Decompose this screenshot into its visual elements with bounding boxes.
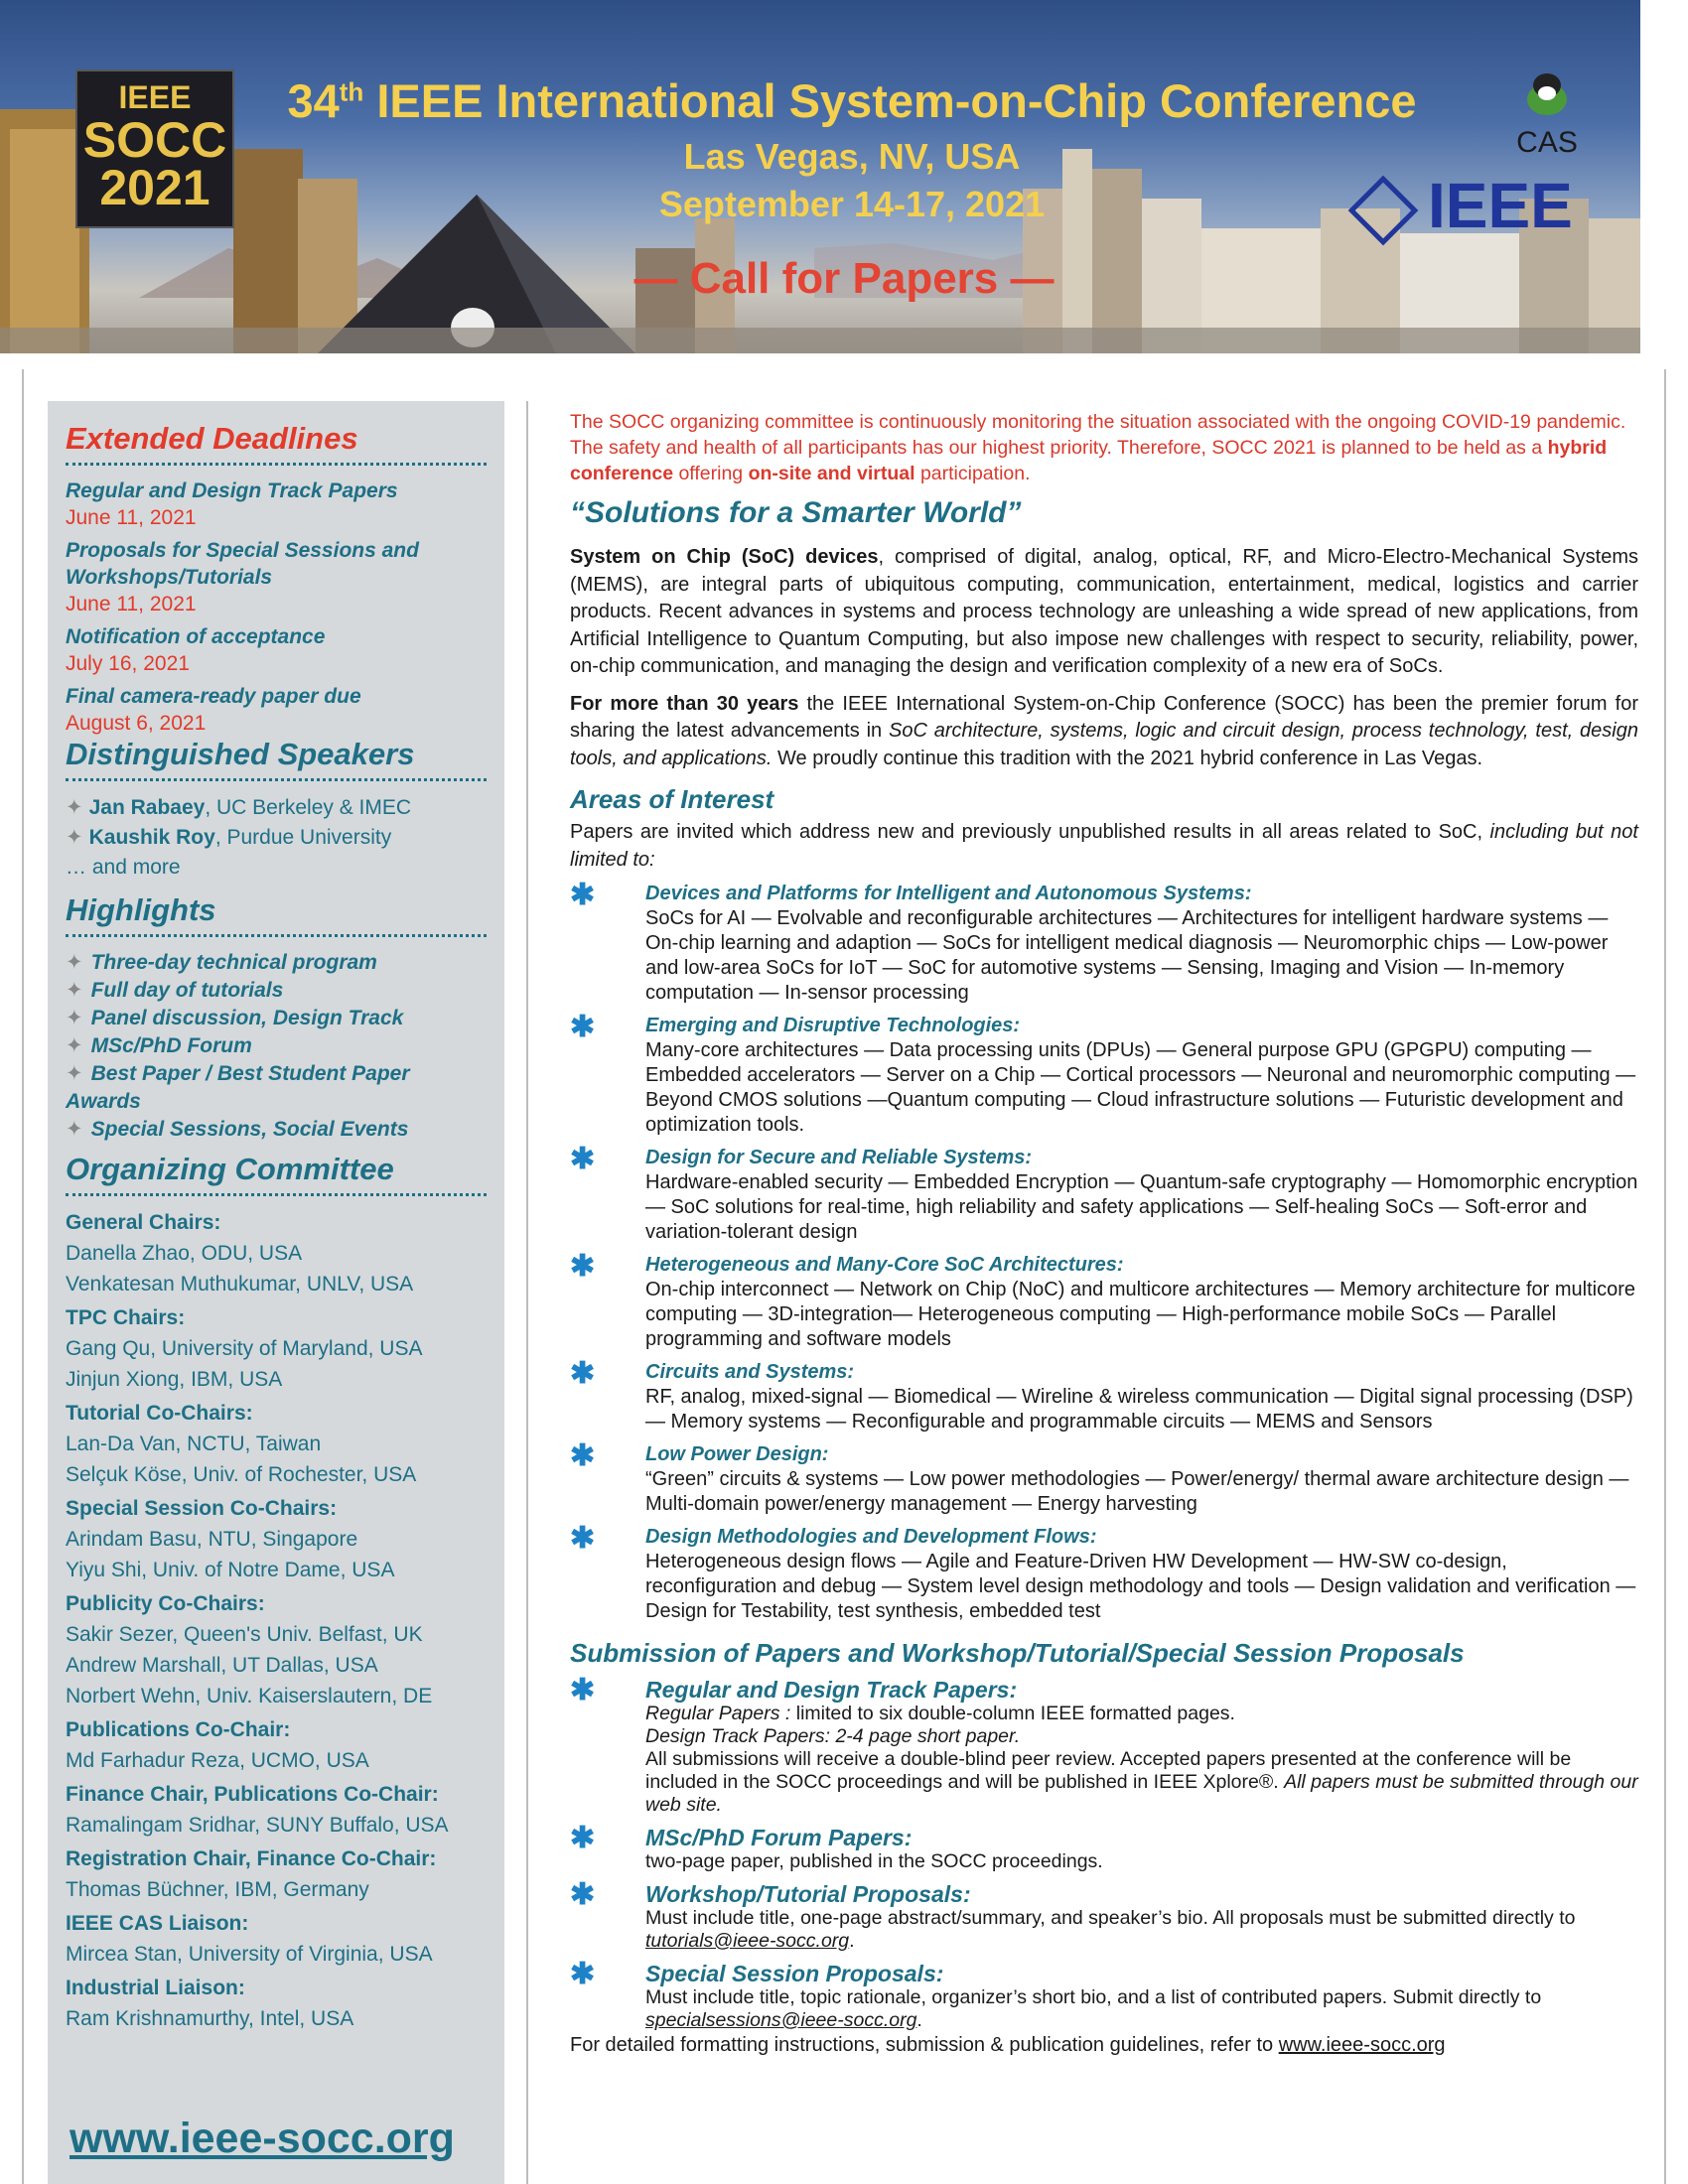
committee-member: Ram Krishnamurthy, Intel, USA — [66, 2007, 354, 2030]
highlight-item — [66, 1060, 487, 1088]
highlight-text: MSc/PhD Forum — [90, 1034, 252, 1057]
area-title: Emerging and Disruptive Technologies: — [645, 1015, 1021, 1036]
committee-member: Ramalingam Sridhar, SUNY Buffalo, USA — [66, 1814, 449, 1837]
highlight-item — [66, 1005, 487, 1032]
intro-text: , comprised of digital, analog, optical, RF, and Micro-Electro-Mechanical Systems (MEMS), are integral parts of ubiquitous computing, communication, entertainment, medical, logistics and carrier products. Recent advances in systems and process technology are unleashing a wide spread of new applications, from Artificial Intelligence to Quantum Computing, but also impose new challenges with respect to security, reliability, power, on-chip communication, and managing the design and verification complexity of a new era of SoCs. — [570, 546, 1638, 677]
committee-member: Mircea Stan, University of Virginia, USA — [66, 1943, 433, 1966]
intro-paragraph — [570, 544, 1638, 681]
conference-title-block — [246, 73, 1458, 225]
logo-socc-text: SOCC — [82, 112, 227, 168]
area-title: Circuits and Systems: — [645, 1361, 855, 1383]
asterisk-bullet-icon: ✱ — [570, 1143, 596, 1175]
committee-role: Publicity Co-Chairs: — [66, 1592, 265, 1615]
area-item — [570, 1011, 1638, 1138]
highlight-item — [66, 977, 487, 1005]
areas-intro-italic: including but not limited to: — [570, 821, 1638, 871]
area-item — [570, 1522, 1638, 1624]
covid-text: The SOCC organizing committee is continuously monitoring the situation associated with the ongoing COVID-19 pandemic. The safety and health of all participants has our highest priority. Therefore, SOCC 2021 is planned to be held as a — [570, 411, 1626, 459]
area-topics: Hardware-enabled security — Embedded Encryption — Quantum-safe cryptography — Homomorphic encryption — SoC solutions for real-time, high reliability and safety applications — Self-healing SoCs — Soft-error and variation-tolerant design — [645, 1171, 1638, 1243]
area-item — [570, 1357, 1638, 1434]
special-sessions-email-link[interactable]: specialsessions@ieee-socc.org — [645, 2009, 917, 2031]
left-frame-line — [22, 369, 24, 2184]
speaker-affiliation: , UC Berkeley & IMEC — [205, 796, 412, 819]
submission-item — [570, 1822, 1638, 1873]
deadline-label: Notification of acceptance — [66, 625, 326, 648]
history-text: We proudly continue this tradition with the 2021 hybrid conference in Las Vegas. — [772, 747, 1483, 769]
committee-member: Arindam Basu, NTU, Singapore — [66, 1528, 358, 1551]
history-topics: SoC architecture, systems, logic and circuit design, process technology, test, design tools, and applications. — [570, 720, 1638, 769]
speaker-affiliation: , Purdue University — [214, 826, 392, 849]
conference-title — [246, 73, 1458, 128]
committee-member: Sakir Sezer, Queen's Univ. Belfast, UK — [66, 1623, 423, 1646]
highlight-text: Special Sessions, Social Events — [90, 1118, 409, 1141]
areas-intro-text: Papers are invited which address new and previously unpublished results in all areas related to SoC, — [570, 821, 1490, 843]
covid-text: offering — [673, 463, 749, 484]
ieee-logo — [1358, 169, 1573, 242]
area-topics: On-chip interconnect — Network on Chip (NoC) and multicore architectures — Memory architecture for multicore computing — 3D-integration— Heterogeneous computing — High-performance mobile SoCs — Parallel programming and software models — [645, 1279, 1636, 1350]
sidebar — [48, 401, 504, 2184]
area-item — [570, 1439, 1638, 1517]
area-title: Design for Secure and Reliable Systems: — [645, 1147, 1033, 1168]
committee-role: Registration Chair, Finance Co-Chair: — [66, 1847, 437, 1870]
committee-heading: Organizing Committee — [66, 1152, 394, 1186]
main-content — [570, 409, 1638, 2059]
committee-role: Finance Chair, Publications Co-Chair: — [66, 1783, 439, 1806]
submission-title-text: Regular and Design Track Papers — [645, 1677, 1010, 1703]
committee-role: TPC Chairs: — [66, 1306, 186, 1329]
submission-text — [645, 1748, 1638, 1817]
deadline-item — [66, 623, 487, 677]
column-divider — [526, 401, 528, 2184]
edition-number: 34 — [287, 74, 340, 127]
highlight-item — [66, 949, 487, 977]
committee-member: Venkatesan Muthukumar, UNLV, USA — [66, 1273, 414, 1296]
cas-logo — [1497, 68, 1597, 160]
speaker-item — [66, 793, 487, 823]
submission-text — [645, 1703, 1638, 1725]
bullet-star-icon: ✦ — [66, 979, 83, 1002]
asterisk-bullet-icon: ✱ — [570, 1439, 596, 1472]
submission-item — [570, 1878, 1638, 1953]
bullet-star-icon: ✦ — [66, 1062, 83, 1085]
area-topics: RF, analog, mixed-signal — Biomedical — Wireline & wireless communication — Digital signal processing (DSP) — Memory systems — Reconfigurable and programmable circuits — MEMS and Sensors — [645, 1386, 1633, 1433]
special-session-text: Must include title, topic rationale, organizer’s short bio, and a list of contributed papers. Submit directly to — [645, 1986, 1542, 2008]
bullet-star-icon: ✦ — [66, 1118, 83, 1141]
divider — [66, 778, 487, 781]
highlights-heading: Highlights — [66, 892, 216, 927]
committee-member: Jinjun Xiong, IBM, USA — [66, 1368, 283, 1391]
covid-notice — [570, 409, 1638, 486]
committee-member: Thomas Büchner, IBM, Germany — [66, 1878, 369, 1901]
area-topics: “Green” circuits & systems — Low power methodologies — Power/energy/ thermal aware architecture design — Multi-domain power/energy management — Energy harvesting — [645, 1468, 1629, 1515]
tutorials-email-link[interactable]: tutorials@ieee-socc.org — [645, 1930, 850, 1952]
committee-member: Yiyu Shi, Univ. of Notre Dame, USA — [66, 1559, 395, 1581]
formatting-note — [570, 2032, 1638, 2059]
speakers-heading: Distinguished Speakers — [66, 737, 415, 771]
conference-name: IEEE International System-on-Chip Conference — [363, 74, 1417, 127]
asterisk-bullet-icon: ✱ — [570, 1674, 596, 1706]
deadline-date: June 11, 2021 — [66, 593, 197, 615]
submission-title: Special Session Proposals: — [645, 1961, 944, 1986]
divider — [66, 1193, 487, 1196]
area-title: Design Methodologies and Development Flows: — [645, 1526, 1097, 1548]
committee-role: Publications Co-Chair: — [66, 1718, 291, 1741]
header-banner — [0, 0, 1640, 353]
committee-role: IEEE CAS Liaison: — [66, 1912, 249, 1935]
deadline-item — [66, 683, 487, 737]
divider — [66, 463, 487, 466]
area-item — [570, 879, 1638, 1006]
submission-text: Must include title, one-page abstract/summary, and speaker’s bio. All proposals must be submitted directly to tutorials@ieee-socc.org. — [645, 1907, 1576, 1952]
edition-suffix: th — [339, 76, 364, 107]
submission-item — [570, 1958, 1638, 2032]
asterisk-bullet-icon: ✱ — [570, 1958, 596, 1990]
bullet-star-icon: ✦ — [66, 1007, 83, 1029]
deadline-label: Proposals for Special Sessions and Workshops/Tutorials — [66, 539, 419, 589]
area-title: Heterogeneous and Many-Core SoC Architectures: — [645, 1254, 1124, 1276]
area-item — [570, 1250, 1638, 1352]
speaker-name: Jan Rabaey — [88, 796, 206, 819]
areas-intro — [570, 819, 1638, 874]
conference-dates: September 14-17, 2021 — [658, 184, 1046, 224]
deadline-label: Final camera-ready paper due — [66, 685, 361, 708]
submission-heading: Submission of Papers and Workshop/Tutorial/Special Session Proposals — [570, 1638, 1465, 1668]
deadlines-heading: Extended Deadlines — [66, 421, 358, 456]
cas-logo-text: CAS — [1516, 126, 1578, 159]
submission-text: two-page paper, published in the SOCC proceedings. — [645, 1850, 1103, 1872]
cas-emblem-icon — [1521, 68, 1573, 119]
logo-ieee-text: IEEE — [118, 79, 192, 115]
highlight-text: Best Paper / Best Student Paper — [90, 1062, 410, 1085]
bullet-star-icon: ✦ — [66, 796, 83, 819]
ieee-diamond-icon — [1348, 176, 1419, 246]
committee-member: Selçuk Köse, Univ. of Rochester, USA — [66, 1463, 417, 1486]
review-text: All submissions will receive a double-blind peer review. Accepted papers presented at the conference will be included in the SOCC proceedings and will be published in IEEE Xplore®. — [645, 1748, 1572, 1793]
regular-papers-label: Regular Papers : — [645, 1703, 791, 1724]
speaker-name: Kaushik Roy — [88, 826, 215, 849]
area-topics: Many-core architectures — Data processing units (DPUs) — General purpose GPU (GPGPU) computing — Embedded accelerators — Server on a Chip — Cortical processors — Neuronal and neuromorphic computing — Beyond CMOS solutions —Quantum computing — Cloud infrastructure solutions — Futuristic development and optimization tools. — [645, 1039, 1636, 1136]
intro-emphasis: System on Chip (SoC) devices — [570, 546, 879, 568]
committee-role: Industrial Liaison: — [66, 1977, 245, 1999]
submission-title: Regular and Design Track Papers: — [645, 1677, 1018, 1703]
committee-member: Danella Zhao, ODU, USA — [66, 1242, 303, 1265]
asterisk-bullet-icon: ✱ — [570, 1011, 596, 1043]
submission-title: Workshop/Tutorial Proposals: — [645, 1881, 971, 1907]
committee-role: Special Session Co-Chairs: — [66, 1497, 338, 1520]
speaker-item — [66, 823, 487, 853]
bullet-star-icon: ✦ — [66, 826, 83, 849]
submission-title-text: Workshop/Tutorial Proposals — [645, 1881, 963, 1907]
committee-member: Gang Qu, University of Maryland, USA — [66, 1337, 423, 1360]
asterisk-bullet-icon: ✱ — [570, 1250, 596, 1283]
deadline-label: Regular and Design Track Papers — [66, 479, 398, 502]
formatting-text: For detailed formatting instructions, submission & publication guidelines, refer to — [570, 2034, 1279, 2056]
highlight-continuation: Awards — [66, 1090, 141, 1113]
bullet-star-icon: ✦ — [66, 951, 83, 974]
bullet-star-icon: ✦ — [66, 1034, 83, 1057]
workshop-text: Must include title, one-page abstract/summary, and speaker’s bio. All proposals must be submitted directly to — [645, 1907, 1576, 1929]
covid-emphasis: on-site and virtual — [748, 463, 915, 484]
deadline-date: July 16, 2021 — [66, 652, 190, 675]
area-title: Devices and Platforms for Intelligent and Autonomous Systems: — [645, 883, 1252, 904]
socc-2021-logo — [75, 69, 234, 228]
speakers-more: … and more — [66, 856, 181, 879]
conference-slogan: “Solutions for a Smarter World” — [570, 496, 1022, 529]
history-text: the IEEE International System-on-Chip Conference (SOCC) has been the premier forum for sharing the latest advancements in — [570, 692, 1638, 742]
deadline-date: August 6, 2021 — [66, 712, 207, 735]
guidelines-link[interactable]: www.ieee-socc.org — [1278, 2034, 1446, 2056]
committee-member: Lan-Da Van, NCTU, Taiwan — [66, 1433, 322, 1455]
committee-member: Md Farhadur Reza, UCMO, USA — [66, 1749, 369, 1772]
submission-title: MSc/PhD Forum Papers: — [645, 1825, 913, 1850]
asterisk-bullet-icon: ✱ — [570, 879, 596, 911]
highlight-text: Three-day technical program — [90, 951, 377, 974]
right-frame-line — [1664, 369, 1666, 2184]
asterisk-bullet-icon: ✱ — [570, 1357, 596, 1390]
regular-papers-text: limited to six double-column IEEE formatted pages. — [790, 1703, 1235, 1724]
highlight-item — [66, 1116, 487, 1144]
submission-title-text: Special Session Proposals — [645, 1961, 936, 1986]
areas-heading: Areas of Interest — [570, 784, 774, 814]
covid-text: participation. — [914, 463, 1031, 484]
highlight-text: Panel discussion, Design Track — [90, 1007, 404, 1029]
design-track-text: Design Track Papers: 2-4 page short paper. — [645, 1725, 1021, 1747]
history-emphasis: For more than 30 years — [570, 692, 799, 715]
history-paragraph — [570, 691, 1638, 773]
committee-member: Norbert Wehn, Univ. Kaiserslautern, DE — [66, 1685, 433, 1707]
highlight-item — [66, 1032, 487, 1060]
committee-role: Tutorial Co-Chairs: — [66, 1402, 253, 1425]
area-topics: SoCs for AI — Evolvable and reconfigurable architectures — Architectures for intelligent hardware systems — On-chip learning and adaption — SoCs for intelligent medical diagnosis — Neuromorphic chips — Low-power and low-area SoCs for IoT — SoC for automotive systems — Sensing, Imaging and Vision — In-memory computation — In-sensor processing — [645, 907, 1609, 1004]
submission-item — [570, 1674, 1638, 1817]
conference-location: Las Vegas, NV, USA — [683, 136, 1021, 177]
website-link[interactable]: www.ieee-socc.org — [70, 2115, 455, 2162]
asterisk-bullet-icon: ✱ — [570, 1522, 596, 1555]
highlight-text: Full day of tutorials — [90, 979, 284, 1002]
call-for-papers-title: — Call for Papers — — [633, 254, 1055, 303]
deadline-item — [66, 478, 487, 531]
asterisk-bullet-icon: ✱ — [570, 1822, 596, 1854]
deadline-date: June 11, 2021 — [66, 506, 197, 529]
area-title: Low Power Design: — [645, 1443, 829, 1465]
committee-role: General Chairs: — [66, 1211, 221, 1234]
logo-year-text: 2021 — [99, 160, 211, 215]
area-topics: Heterogeneous design flows — Agile and Feature-Driven HW Development — HW-SW co-design, reconfiguration and debug — System level design methodology and tools — Design validation and verification — Design for Testability, test synthesis, embedded test — [645, 1551, 1636, 1622]
submission-note: All papers must be submitted through our web site. — [645, 1771, 1638, 1816]
ieee-logo-text: IEEE — [1428, 170, 1573, 241]
submission-text: Must include title, topic rationale, organizer’s short bio, and a list of contributed papers. Submit directly to specialsessions@ieee-socc.org. — [645, 1986, 1542, 2031]
divider — [66, 934, 487, 937]
deadline-item — [66, 537, 487, 617]
submission-text — [645, 1725, 1638, 1748]
asterisk-bullet-icon: ✱ — [570, 1878, 596, 1911]
covid-emphasis: hybrid conference — [570, 437, 1608, 484]
committee-member: Andrew Marshall, UT Dallas, USA — [66, 1654, 378, 1677]
area-item — [570, 1143, 1638, 1245]
